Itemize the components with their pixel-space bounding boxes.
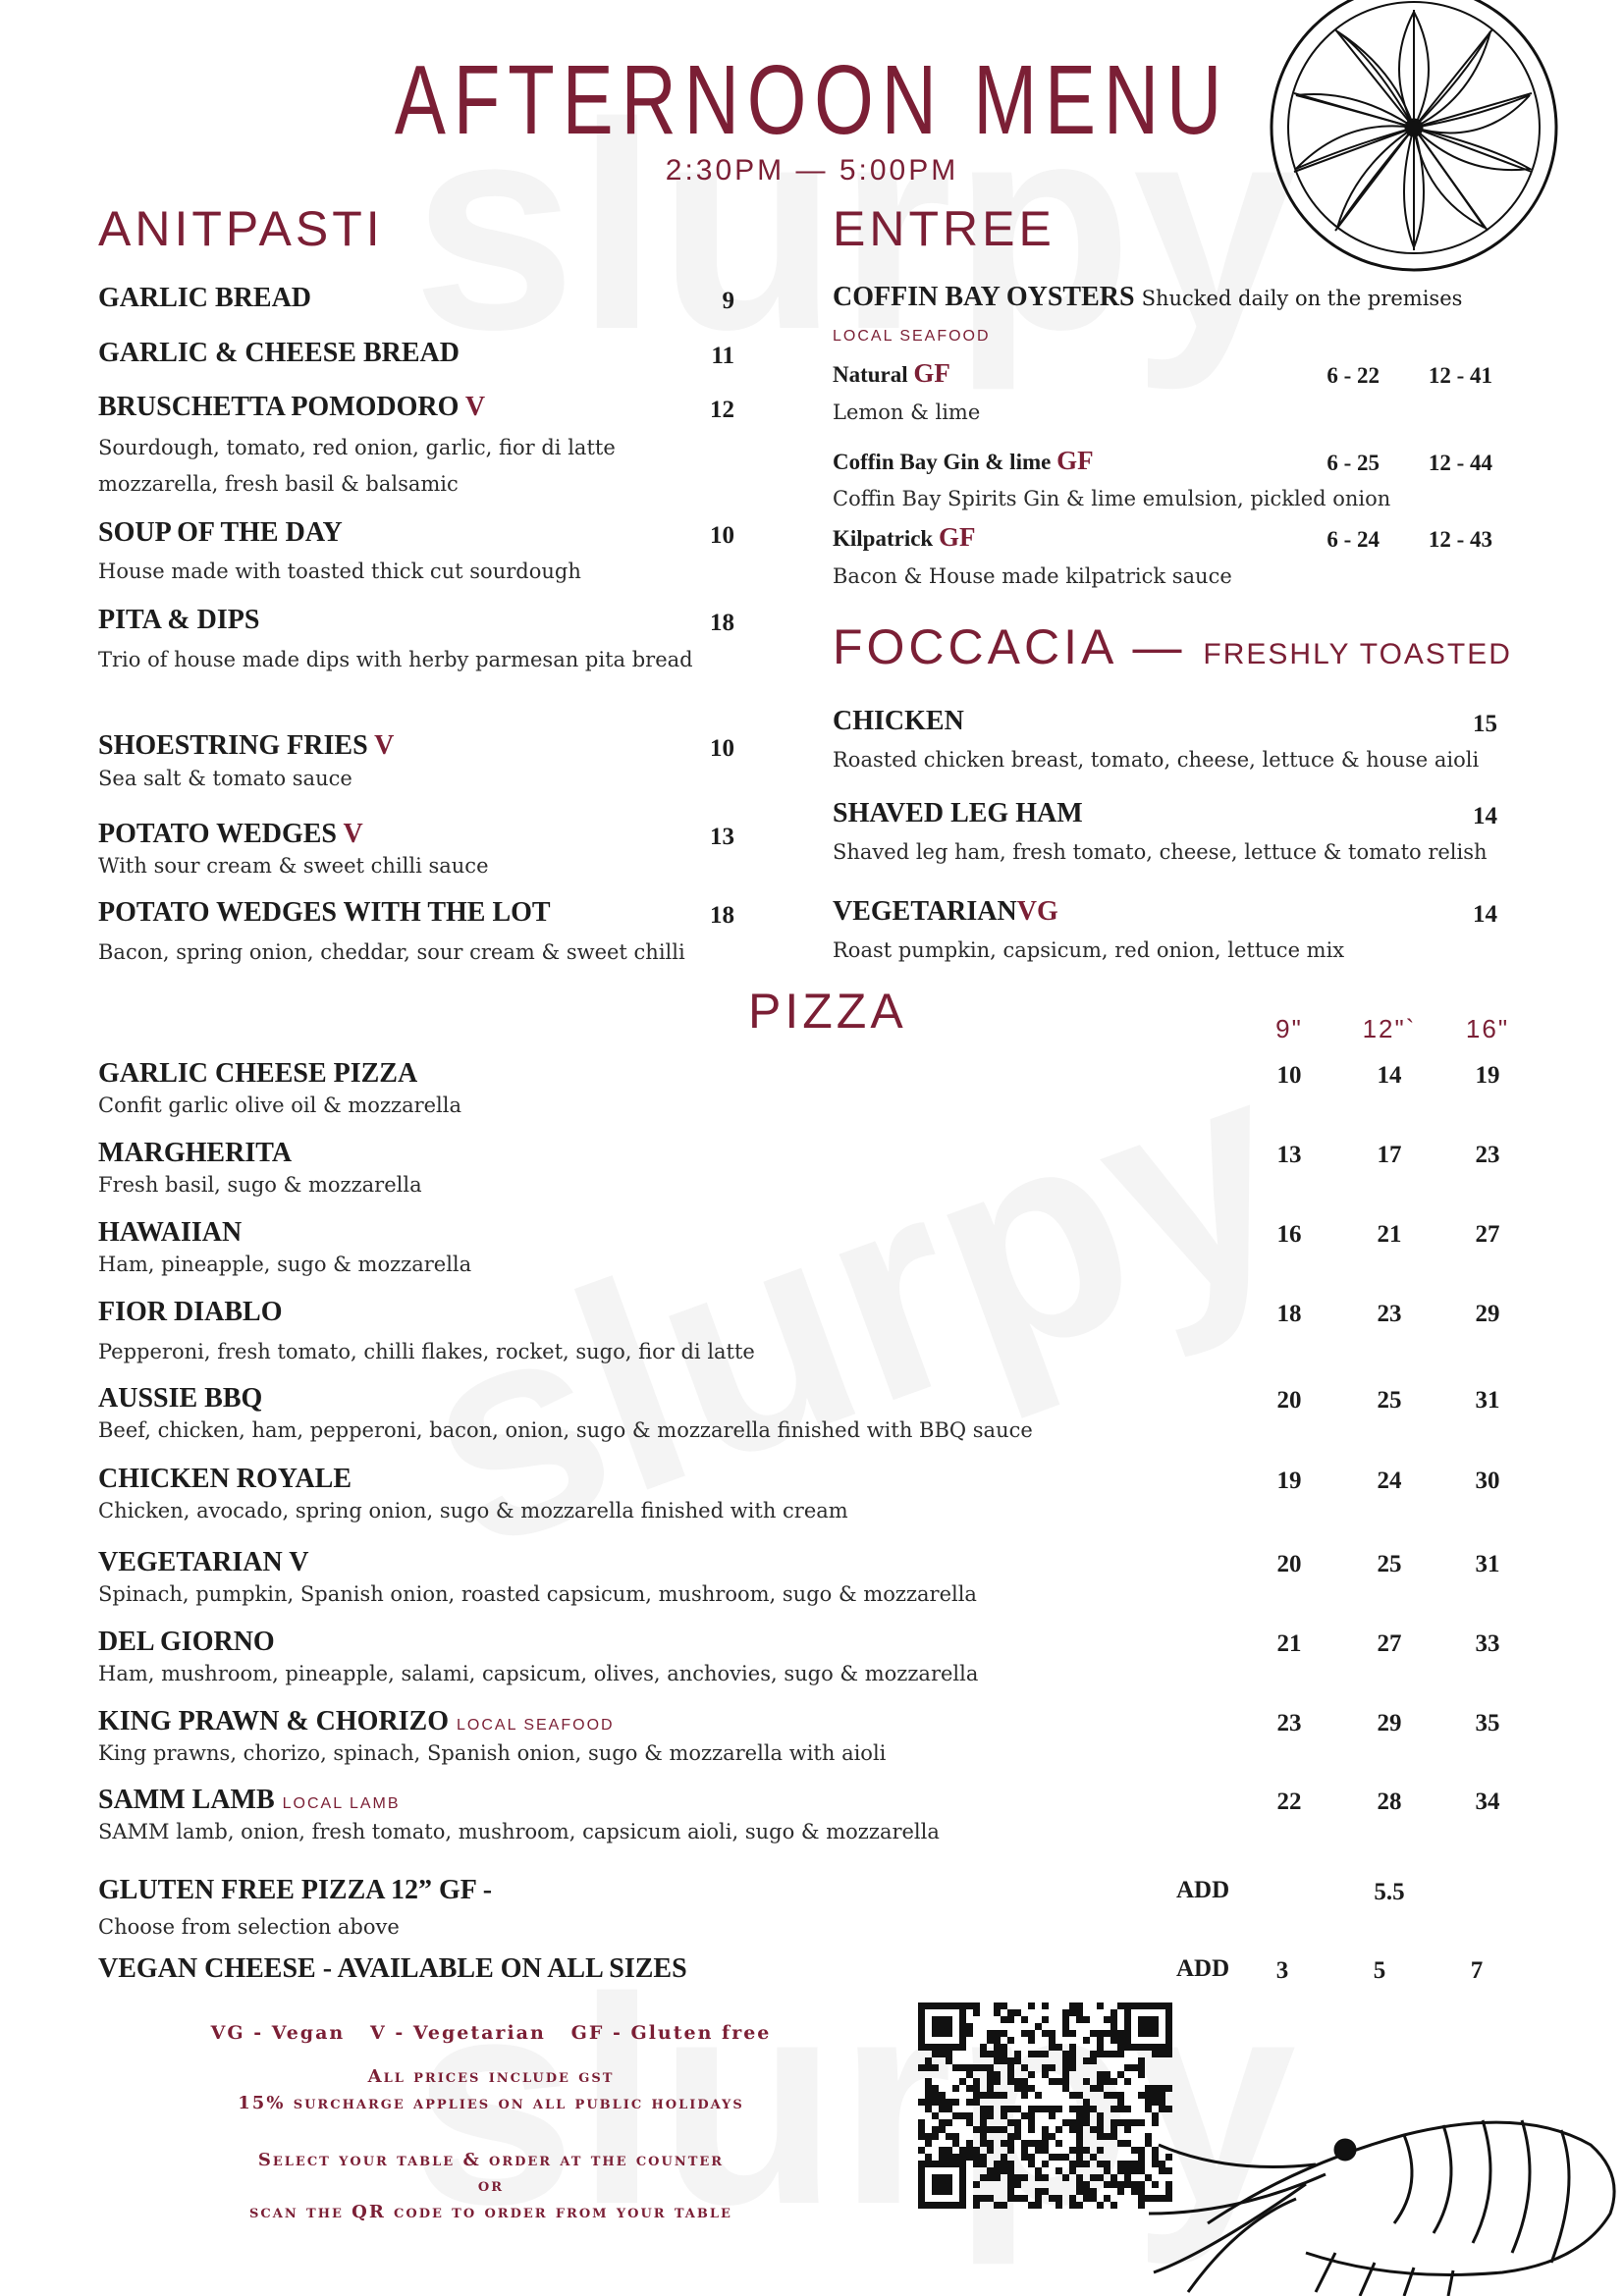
menu-hours: 2:30PM — 5:00PM xyxy=(665,154,959,187)
pizza-item-name: DEL GIORNO xyxy=(98,1627,275,1657)
pizza-item-name: SAMM LAMB LOCAL LAMB xyxy=(98,1785,401,1815)
pizza-price: 16 xyxy=(1276,1221,1302,1248)
pizza-price: 34 xyxy=(1475,1789,1500,1815)
entree-title: ENTREE xyxy=(833,201,1056,256)
item-foccacia-vegetarian: VEGETARIANVG xyxy=(833,896,1058,927)
pizza-item-name: FIOR DIABLO xyxy=(98,1297,283,1327)
vegan-cheese-add: ADD xyxy=(1176,1955,1230,1982)
pizza-price: 27 xyxy=(1377,1630,1402,1657)
pizza-item-desc: Ham, mushroom, pineapple, salami, capsicum, olives, anchovies, sugo & mozzarella xyxy=(98,1662,979,1685)
desc-natural: Lemon & lime xyxy=(833,400,981,424)
pizza-item-desc: Confit garlic olive oil & mozzarella xyxy=(98,1094,462,1117)
price-garlic-bread: 9 xyxy=(722,288,734,314)
item-oysters-gin-lime: Coffin Bay Gin & lime GF xyxy=(833,446,1094,475)
pizza-size-9: 9" xyxy=(1275,1014,1303,1043)
desc-bruschetta-1: Sourdough, tomato, red onion, garlic, fior di latte xyxy=(98,436,616,459)
price-vegan-12: 5 xyxy=(1373,1957,1386,1984)
footer-legend: VG - Vegan V - Vegetarian GF - Gluten free xyxy=(210,2022,772,2044)
pizza-item-desc: King prawns, chorizo, spinach, Spanish onion, sugo & mozzarella with aioli xyxy=(98,1741,887,1765)
item-fries: SHOESTRING FRIES V xyxy=(98,730,395,761)
pizza-price: 18 xyxy=(1276,1301,1302,1327)
desc-bruschetta-2: mozzarella, fresh basil & balsamic xyxy=(98,472,459,496)
pizza-price: 29 xyxy=(1377,1710,1402,1736)
antipasti-title: ANITPASTI xyxy=(98,201,384,256)
order-qr-code[interactable] xyxy=(918,2002,1178,2209)
gluten-free-add: ADD xyxy=(1176,1877,1230,1903)
pizza-item-desc: Ham, pineapple, sugo & mozzarella xyxy=(98,1253,472,1276)
pizza-title: PIZZA xyxy=(748,984,907,1039)
price-wedges-lot: 18 xyxy=(710,902,734,929)
desc-wedges-lot: Bacon, spring onion, cheddar, sour cream & sweet chilli xyxy=(98,940,685,964)
desc-gin-lime: Coffin Bay Spirits Gin & lime emulsion, pickled onion xyxy=(833,487,1391,510)
desc-foccacia-ham: Shaved leg ham, fresh tomato, cheese, lettuce & tomato relish xyxy=(833,840,1488,864)
price-garlic-cheese-bread: 11 xyxy=(711,343,734,369)
pizza-price: 19 xyxy=(1276,1468,1302,1494)
item-oysters-natural: Natural GF xyxy=(833,358,950,388)
pizza-size-12: 12"` xyxy=(1362,1014,1417,1043)
item-soup: SOUP OF THE DAY xyxy=(98,517,343,548)
desc-gluten-free: Choose from selection above xyxy=(98,1915,400,1939)
item-garlic-bread: GARLIC BREAD xyxy=(98,283,312,313)
pizza-item-name: GARLIC CHEESE PIZZA xyxy=(98,1058,418,1089)
footer-surcharge: 15% surcharge applies on all public holidays xyxy=(238,2093,744,2113)
price-bruschetta: 12 xyxy=(710,397,734,423)
pizza-price: 14 xyxy=(1377,1062,1402,1089)
pizza-item-name: KING PRAWN & CHORIZO LOCAL SEAFOOD xyxy=(98,1706,615,1736)
footer-gst: All prices include gst xyxy=(367,2066,615,2087)
price-vegan-9: 3 xyxy=(1275,1957,1289,1984)
pizza-price: 29 xyxy=(1475,1301,1500,1327)
pizza-price: 13 xyxy=(1276,1142,1302,1168)
desc-soup: House made with toasted thick cut sourdough xyxy=(98,560,581,583)
footer-order-qr: scan the QR code to order from your table xyxy=(249,2202,732,2222)
pizza-price: 31 xyxy=(1475,1387,1500,1414)
item-wedges-lot: POTATO WEDGES WITH THE LOT xyxy=(98,897,551,928)
item-foccacia-chicken: CHICKEN xyxy=(833,706,964,736)
prawn-illustration xyxy=(1149,2106,1624,2296)
desc-pita-dips: Trio of house made dips with herby parmesan pita bread xyxy=(98,648,693,671)
foccacia-subtitle: FRESHLY TOASTED xyxy=(1203,638,1512,670)
price-kilpatrick-6: 6 - 24 xyxy=(1326,527,1380,552)
price-foccacia-ham: 14 xyxy=(1473,803,1497,829)
pizza-price: 21 xyxy=(1276,1630,1302,1657)
desc-fries: Sea salt & tomato sauce xyxy=(98,767,352,790)
pizza-item-desc: Beef, chicken, ham, pepperoni, bacon, onion, sugo & mozzarella finished with BBQ sauce xyxy=(98,1418,1033,1442)
price-natural-12: 12 - 41 xyxy=(1428,363,1492,388)
pizza-item-desc: Fresh basil, sugo & mozzarella xyxy=(98,1173,422,1197)
pizza-item-name: VEGETARIAN V xyxy=(98,1547,309,1577)
pizza-price: 35 xyxy=(1475,1710,1500,1736)
price-gin-12: 12 - 44 xyxy=(1428,451,1492,475)
pizza-item-name: AUSSIE BBQ xyxy=(98,1383,263,1414)
pizza-price: 20 xyxy=(1276,1551,1302,1577)
pizza-price: 23 xyxy=(1377,1301,1402,1327)
pizza-item-desc: Chicken, avocado, spring onion, sugo & mozzarella finished with cream xyxy=(98,1499,848,1522)
pizza-price: 27 xyxy=(1475,1221,1500,1248)
pizza-price: 33 xyxy=(1475,1630,1500,1657)
menu-title: AFTERNOON MENU xyxy=(394,45,1230,155)
item-pita-dips: PITA & DIPS xyxy=(98,605,260,635)
item-wedges: POTATO WEDGES V xyxy=(98,819,363,849)
price-gluten-free: 5.5 xyxy=(1374,1879,1405,1905)
pizza-item-desc: SAMM lamb, onion, fresh tomato, mushroom, capsicum aioli, sugo & mozzarella xyxy=(98,1820,940,1843)
price-natural-6: 6 - 22 xyxy=(1326,363,1380,388)
item-vegan-cheese: VEGAN CHEESE - AVAILABLE ON ALL SIZES xyxy=(98,1953,687,1984)
pizza-item-tag: LOCAL LAMB xyxy=(282,1795,401,1812)
pizza-size-16: 16" xyxy=(1465,1014,1510,1043)
pizza-price: 19 xyxy=(1475,1062,1500,1089)
pizza-item-name: MARGHERITA xyxy=(98,1138,293,1168)
pizza-price: 25 xyxy=(1377,1551,1402,1577)
desc-wedges: With sour cream & sweet chilli sauce xyxy=(98,854,489,878)
desc-foccacia-vegetarian: Roast pumpkin, capsicum, red onion, lettuce mix xyxy=(833,938,1345,962)
foccacia-title: FOCCACIA — FRESHLY TOASTED xyxy=(833,619,1512,674)
pizza-price: 28 xyxy=(1377,1789,1402,1815)
pizza-price: 23 xyxy=(1475,1142,1500,1168)
pizza-price: 22 xyxy=(1276,1789,1302,1815)
item-oysters: COFFIN BAY OYSTERS Shucked daily on the premises xyxy=(833,282,1463,312)
pizza-price: 30 xyxy=(1475,1468,1500,1494)
item-gluten-free-pizza: GLUTEN FREE PIZZA 12” GF - xyxy=(98,1875,493,1905)
pizza-price: 20 xyxy=(1276,1387,1302,1414)
pizza-price: 24 xyxy=(1377,1468,1402,1494)
oysters-local-seafood-tag: LOCAL SEAFOOD xyxy=(833,328,991,345)
price-wedges: 13 xyxy=(710,824,734,850)
pizza-item-desc: Pepperoni, fresh tomato, chilli flakes, rocket, sugo, fior di latte xyxy=(98,1340,755,1363)
pizza-price: 23 xyxy=(1276,1710,1302,1736)
pizza-price: 10 xyxy=(1276,1062,1302,1089)
pizza-item-name: CHICKEN ROYALE xyxy=(98,1464,352,1494)
price-fries: 10 xyxy=(710,735,734,762)
price-pita-dips: 18 xyxy=(710,610,734,636)
item-foccacia-ham: SHAVED LEG HAM xyxy=(833,798,1083,828)
pizza-price: 31 xyxy=(1475,1551,1500,1577)
pizza-price: 17 xyxy=(1377,1142,1402,1168)
item-bruschetta: BRUSCHETTA POMODORO V xyxy=(98,392,486,422)
item-oysters-kilpatrick: Kilpatrick GF xyxy=(833,522,976,552)
pizza-price: 25 xyxy=(1377,1387,1402,1414)
price-gin-6: 6 - 25 xyxy=(1326,451,1380,475)
item-garlic-cheese-bread: GARLIC & CHEESE BREAD xyxy=(98,338,460,368)
price-kilpatrick-12: 12 - 43 xyxy=(1428,527,1492,552)
desc-foccacia-chicken: Roasted chicken breast, tomato, cheese, lettuce & house aioli xyxy=(833,748,1480,772)
pizza-item-name: HAWAIIAN xyxy=(98,1217,243,1248)
pizza-item-desc: Spinach, pumpkin, Spanish onion, roasted capsicum, mushroom, sugo & mozzarella xyxy=(98,1582,977,1606)
desc-kilpatrick: Bacon & House made kilpatrick sauce xyxy=(833,564,1232,588)
pizza-price: 21 xyxy=(1377,1221,1402,1248)
footer-order-counter: Select your table & order at the counter xyxy=(257,2150,725,2170)
footer-or: or xyxy=(477,2175,505,2196)
price-foccacia-vegetarian: 14 xyxy=(1473,901,1497,928)
price-vegan-16: 7 xyxy=(1470,1957,1484,1984)
pizza-item-tag: LOCAL SEAFOOD xyxy=(457,1717,615,1734)
price-soup: 10 xyxy=(710,522,734,549)
price-foccacia-chicken: 15 xyxy=(1473,711,1497,737)
